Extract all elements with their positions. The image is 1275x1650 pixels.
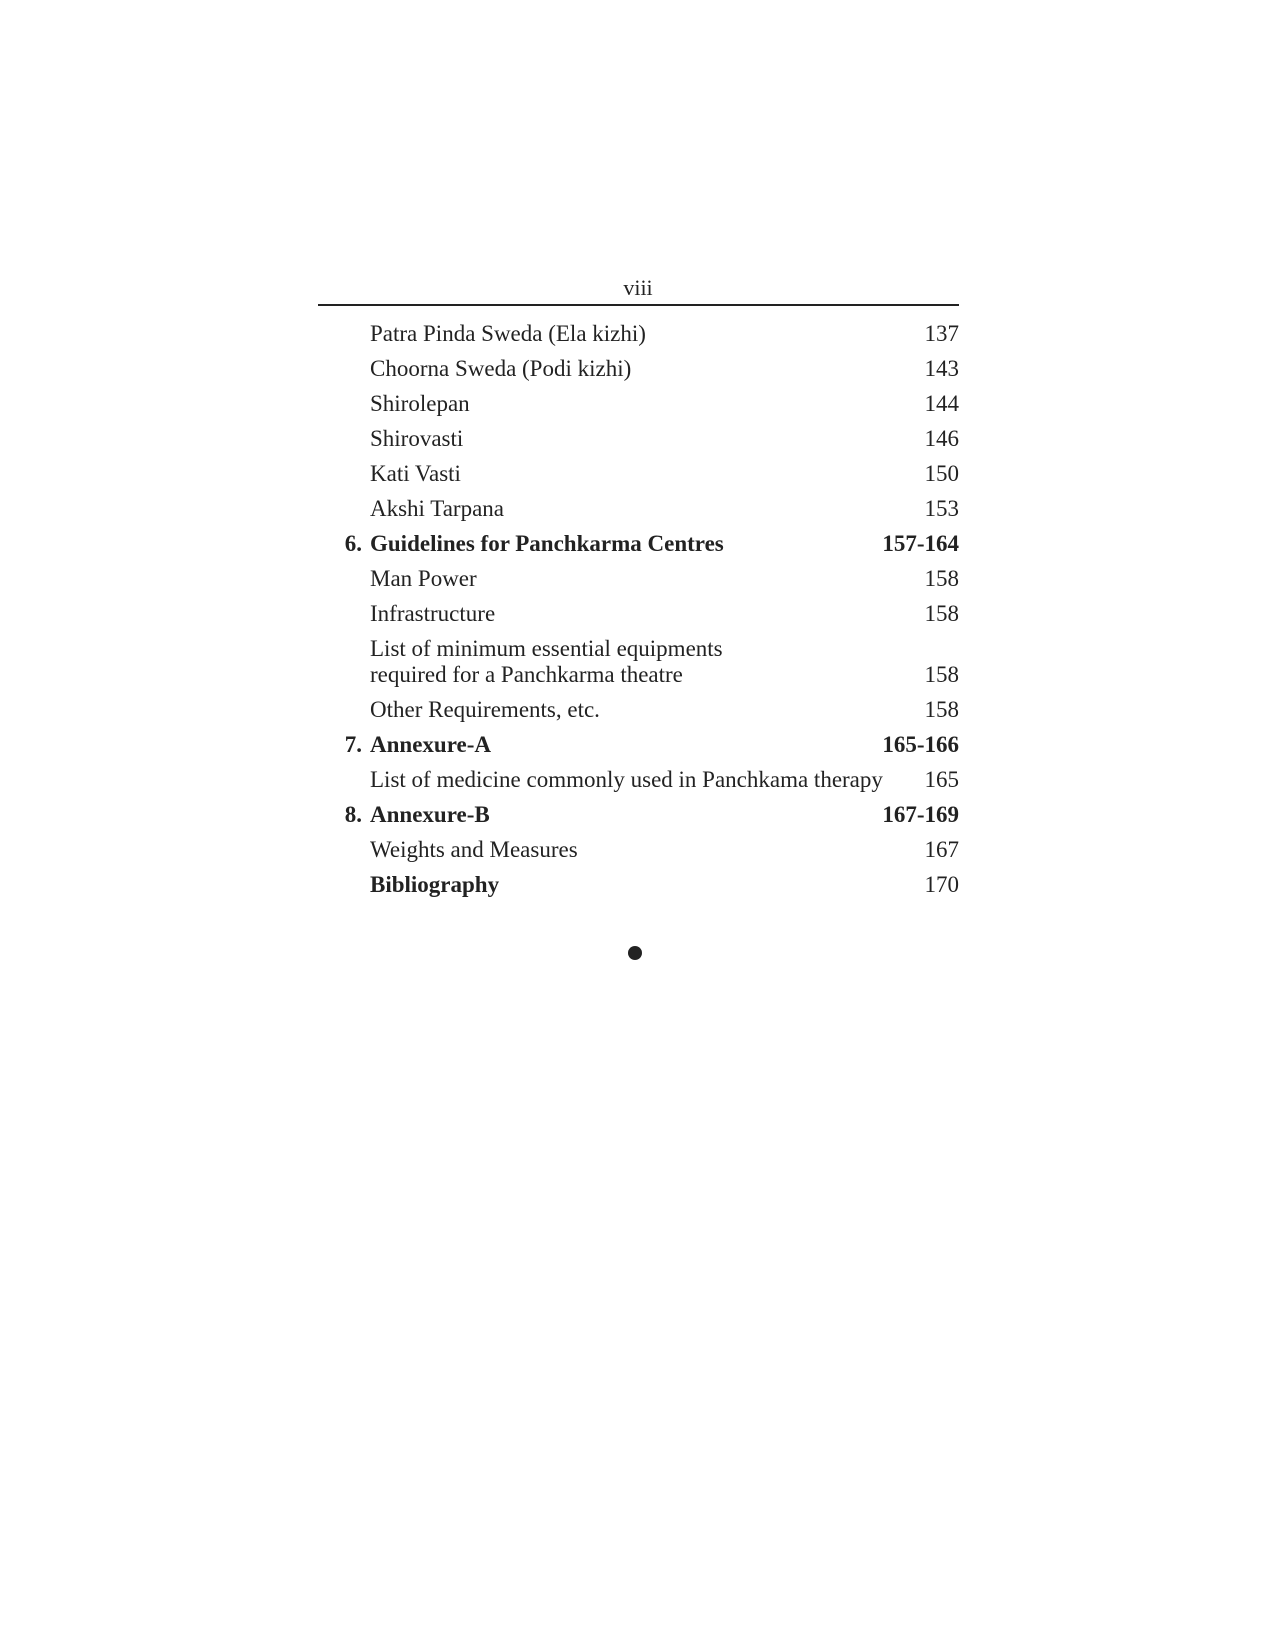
toc-entry-page: 170 xyxy=(924,872,959,897)
toc-entry-page: 158 xyxy=(924,662,959,687)
toc-entry xyxy=(318,833,959,868)
header-rule xyxy=(318,304,959,306)
toc-entry-title: Choorna Sweda (Podi kizhi) xyxy=(370,356,632,381)
toc-chapter-title: Annexure-A xyxy=(370,732,491,757)
toc-entry-title: Patra Pinda Sweda (Ela kizhi) xyxy=(370,321,646,346)
toc-entry xyxy=(318,422,959,457)
toc-entry-title xyxy=(370,636,917,688)
toc-entry xyxy=(318,352,959,387)
toc-entry xyxy=(318,868,959,903)
toc-entry-title: Man Power xyxy=(370,566,477,591)
toc-entry-page: 167 xyxy=(924,837,959,862)
toc-chapter xyxy=(318,728,959,763)
page-number: viii xyxy=(623,275,653,300)
toc-chapter-number: 6. xyxy=(344,531,362,556)
toc-entry-title: Kati Vasti xyxy=(370,461,461,486)
toc-entry xyxy=(318,317,959,352)
toc-entry-page: 143 xyxy=(924,356,959,381)
toc-entry-page: 153 xyxy=(924,496,959,521)
toc-entry-page: 158 xyxy=(924,566,959,591)
toc-entry-title: Shirolepan xyxy=(370,391,470,416)
toc-chapter-number: 8. xyxy=(344,802,362,827)
toc-entry-page: 165 xyxy=(924,767,959,792)
toc-entry-title: Infrastructure xyxy=(370,601,496,626)
toc-chapter-title: Guidelines for Panchkarma Centres xyxy=(370,531,724,556)
toc-entry xyxy=(318,387,959,422)
toc-entry-page: 146 xyxy=(924,426,959,451)
end-of-section-bullet xyxy=(628,946,642,960)
toc-chapter-pages: 157-164 xyxy=(882,531,959,556)
toc-chapter-pages: 165-166 xyxy=(882,732,959,757)
toc-entry-page: 158 xyxy=(924,601,959,626)
toc-chapter-number: 7. xyxy=(344,732,362,757)
toc-entry-title: Akshi Tarpana xyxy=(370,496,505,521)
toc-entry xyxy=(318,492,959,527)
toc-chapter-pages: 167-169 xyxy=(882,802,959,827)
toc-entry xyxy=(318,693,959,728)
toc-entry-title: Weights and Measures xyxy=(370,837,578,862)
toc-entry-title: Shirovasti xyxy=(370,426,464,451)
toc-entry xyxy=(318,597,959,632)
toc-entry xyxy=(318,562,959,597)
toc-entry xyxy=(318,632,959,693)
toc-entry-page: 150 xyxy=(924,461,959,486)
toc-chapter-title: Annexure-B xyxy=(370,802,490,827)
toc-entry-title: List of medicine commonly used in Panchkama therapy xyxy=(370,767,883,792)
toc-entry-page: 137 xyxy=(924,321,959,346)
toc-entry xyxy=(318,763,959,798)
toc-entry xyxy=(318,457,959,492)
toc-entry-title-line: List of minimum essential equipments xyxy=(370,636,723,661)
toc-entry-page: 144 xyxy=(924,391,959,416)
toc-chapter xyxy=(318,798,959,833)
toc-entry-title-line: required for a Panchkarma theatre xyxy=(370,662,683,687)
toc-entry-page: 158 xyxy=(924,697,959,722)
toc-entry-title: Other Requirements, etc. xyxy=(370,697,600,722)
toc-chapter xyxy=(318,527,959,562)
table-of-contents xyxy=(318,317,959,903)
toc-entry-title: Bibliography xyxy=(370,872,500,897)
